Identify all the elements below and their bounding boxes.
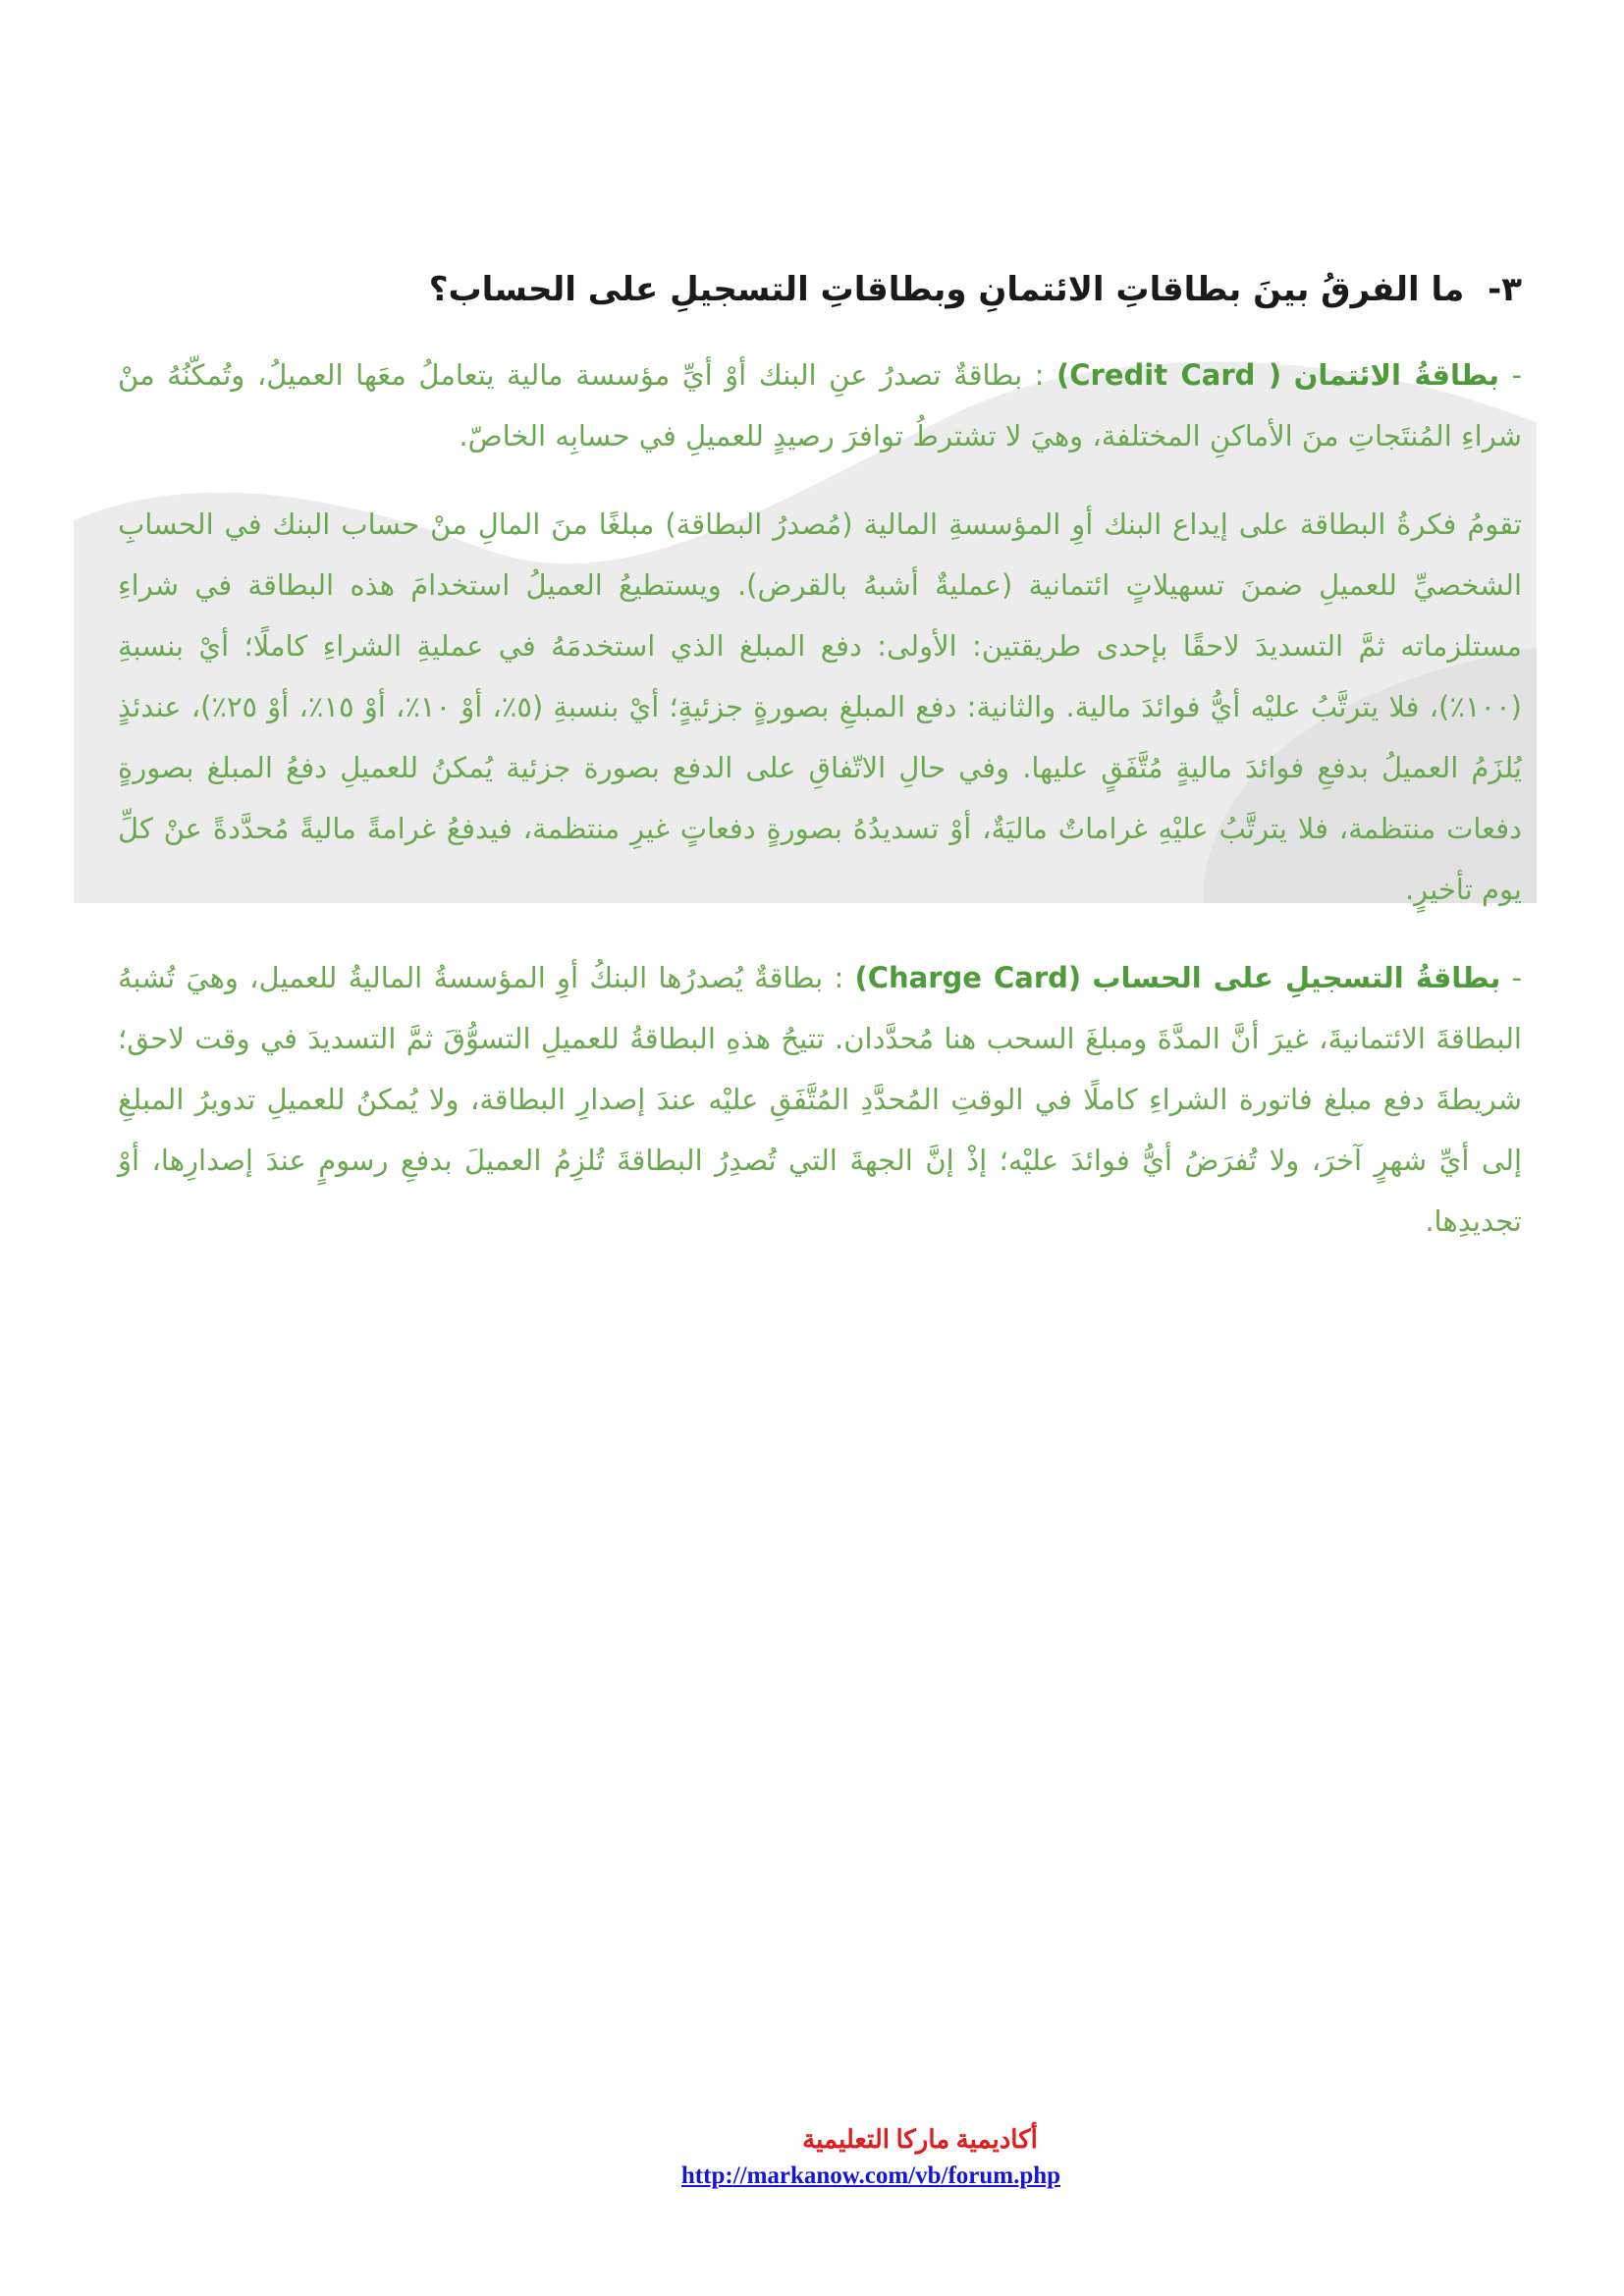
credit-card-english: (Credit Card ): [1056, 358, 1282, 392]
section-number: ٣-: [1488, 270, 1522, 309]
section-heading: [118, 265, 1522, 315]
bullet-dash: -: [1511, 358, 1523, 392]
section-title: ما الفرقُ بينَ بطاقاتِ الائتمانِ وبطاقاتِ التسجيلِ على الحساب؟: [428, 270, 1465, 309]
charge-card-english: (Charge Card): [854, 961, 1082, 994]
charge-card-definition: [118, 947, 1522, 1252]
bullet-dash: -: [1511, 961, 1523, 994]
charge-card-text: : بطاقةٌ يُصدرُها البنكُ أوِ المؤسسةُ الماليةُ للعميل، وهيَ تُشبهُ البطاقةَ الائتمانيةَ، غيرَ أنَّ المدَّةَ ومبلغَ السحب هنا مُحدَّدان. تتيحُ هذهِ البطاقةُ للعميلِ التسوُّقَ ثمَّ التسديدَ في وقت لاحق؛ شريطةَ دفع مبلغ فاتورة الشراءِ كاملًا في الوقتِ المُحدَّدِ المُتَّفَقِ عليْه عندَ إصدارِ البطاقة، ولا يُمكنُ للعميلِ تدويرُ المبلغِ إلى أيِّ شهرٍ آخرَ، ولا تُفرَضُ أيُّ فوائدَ عليْه؛ إذْ إنَّ الجهةَ التي تُصدِرُ البطاقةَ تُلزِمُ العميلَ بدفعِ رسومٍ عندَ إصدارِها، أوْ تجديدِها.: [118, 961, 1522, 1238]
credit-card-definition: [118, 345, 1522, 466]
charge-card-term: بطاقةُ التسجيلِ على الحساب: [1092, 961, 1501, 994]
footer-forum-link[interactable]: http://markanow.com/vb/forum.php: [680, 2163, 1061, 2189]
credit-card-text: : بطاقةٌ تصدرُ عنِ البنك أوْ أيِّ مؤسسة مالية يتعاملُ معَها العميلُ، وتُمكّنُهُ منْ شراءِ المُنتَجاتِ منَ الأماكنِ المختلفة، وهيَ لا تشترطُ توافرَ رصيدٍ للعميلِ في حسابِه الخاصّ.: [118, 358, 1522, 453]
credit-card-term: بطاقةُ الائتمان: [1293, 358, 1500, 392]
page-footer: [0, 2125, 1624, 2190]
document-body: [118, 265, 1522, 1279]
footer-academy-name: أكاديمية ماركا التعليمية: [802, 2125, 1038, 2154]
credit-card-idea-text: تقومُ فكرةُ البطاقة على إيداع البنك أوِ المؤسسةِ المالية (مُصدرُ البطاقة) مبلغًا منَ المالِ منْ حساب البنك في الحسابِ الشخصيِّ للعميلِ ضمنَ تسهيلاتٍ ائتمانية (عمليةٌ أشبهُ بالقرض). ويستطيعُ العميلُ استخدامَ هذه البطاقة في شراءِ مستلزماته ثمَّ التسديدَ لاحقًا بإحدى طريقتين: الأولى: دفع المبلغ الذي استخدمَهُ في عمليةِ الشراءِ كاملًا؛ أيْ بنسبةِ (١٠٠٪)، فلا يترتَّبُ عليْه أيُّ فوائدَ مالية. والثانية: دفع المبلغِ بصورةٍ جزئيةٍ؛ أيْ بنسبةِ (٥٪، أوْ ١٠٪، أوْ ١٥٪، أوْ ٢٥٪)، عندئذٍ يُلزَمُ العميلُ بدفعِ فوائدَ ماليةٍ مُتَّفَقٍ عليها. وفي حالِ الاتّفاقِ على الدفع بصورة جزئية يُمكنُ للعميلِ دفعُ المبلغ بصورةٍ دفعات منتظمة، فلا يترتَّبُ عليْهِ غراماتٌ ماليَةٌ، أوْ تسديدُهُ بصورةٍ دفعاتٍ غيرِ منتظمة، فيدفعُ غرامةً ماليةً مُحدَّدةً عنْ كلِّ يوم تأخيرٍ.: [118, 507, 1522, 906]
credit-card-idea-paragraph: [118, 494, 1522, 920]
